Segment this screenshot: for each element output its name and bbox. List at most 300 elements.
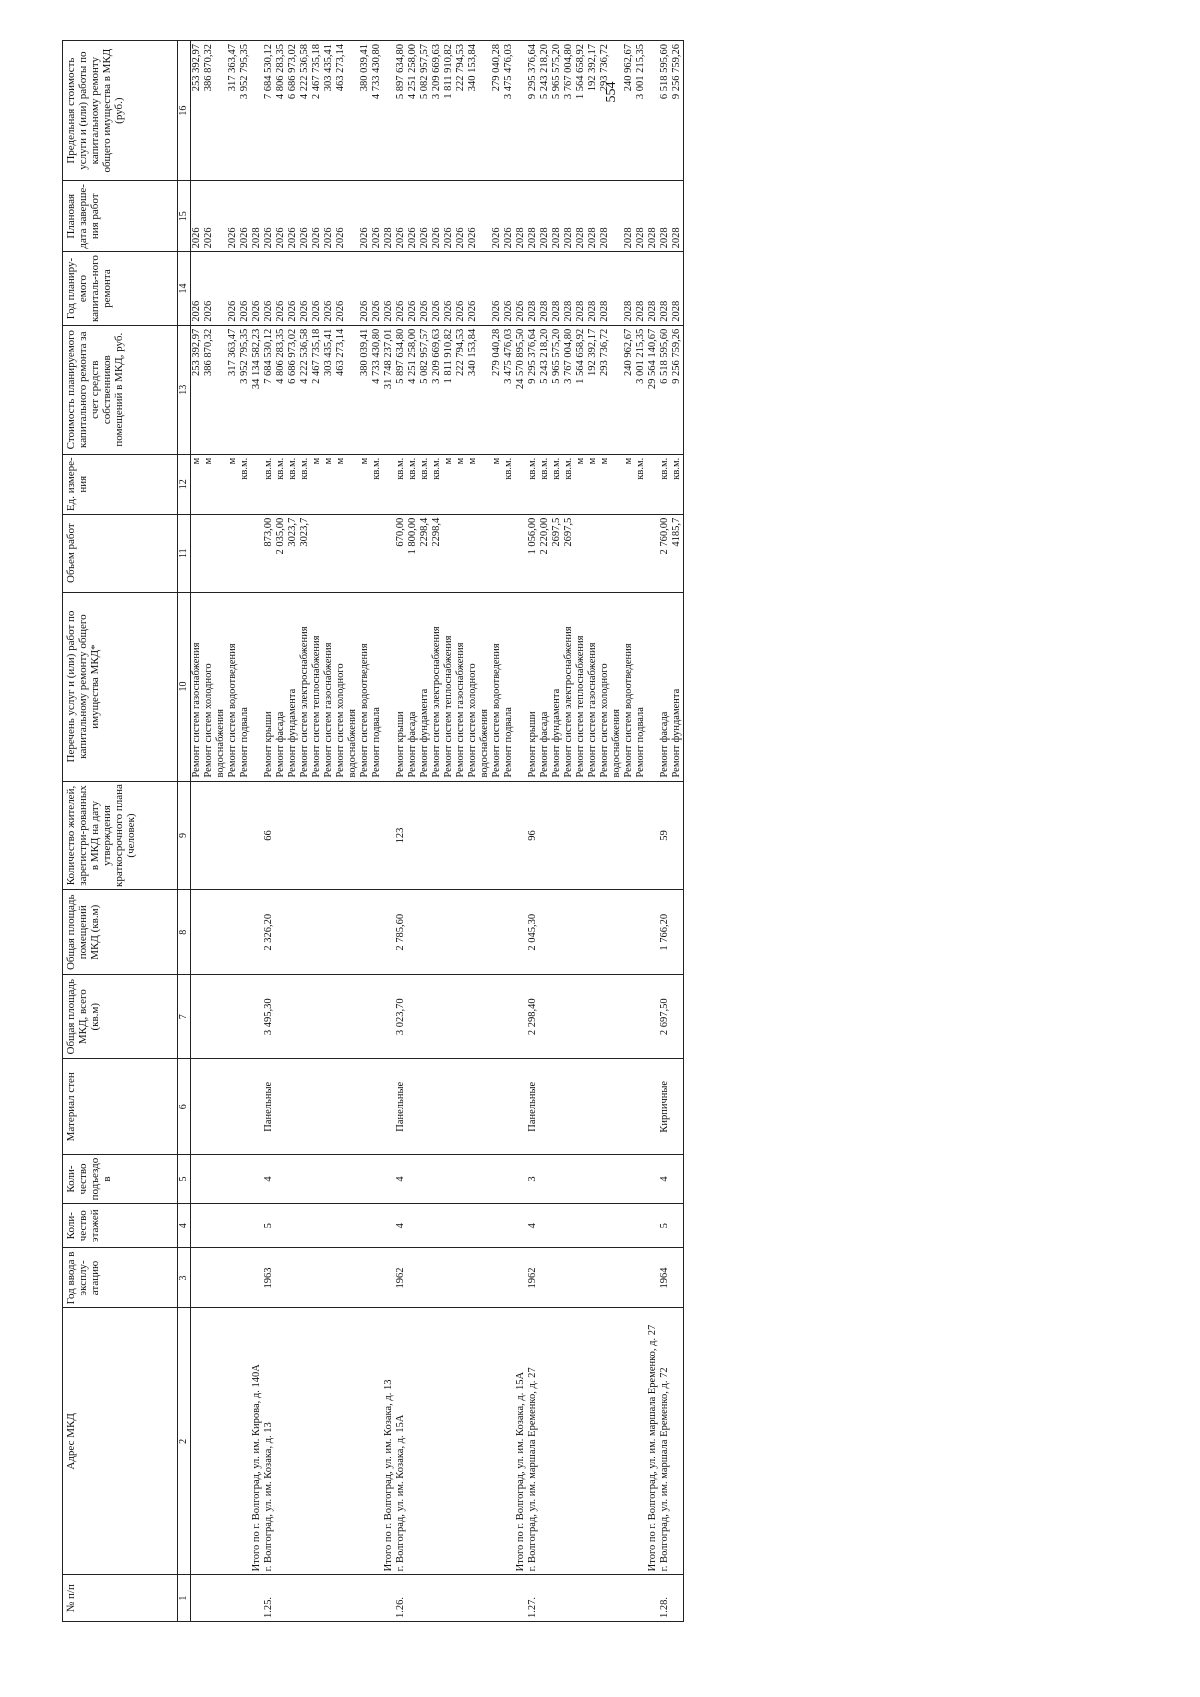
volume-cell xyxy=(503,514,515,592)
entrances-cell xyxy=(467,1155,491,1204)
volume-cell xyxy=(239,514,251,592)
end-year-cell: 2028 xyxy=(551,181,563,252)
area-rooms-cell xyxy=(431,890,443,974)
entrances-cell xyxy=(311,1155,323,1204)
floors-cell xyxy=(335,1203,359,1247)
column-number-row xyxy=(178,41,191,1622)
residents-cell xyxy=(287,781,299,890)
volume-cell xyxy=(443,514,455,592)
walls-cell xyxy=(251,1059,263,1155)
work-cell: Ремонт систем газоснабжения xyxy=(191,592,204,781)
unit-cell: кв.м. xyxy=(299,454,311,514)
walls-cell xyxy=(443,1059,455,1155)
entrances-cell xyxy=(251,1155,263,1204)
year-cell xyxy=(539,1248,551,1308)
plan-year-cell: 2028 xyxy=(671,252,684,325)
floors-cell xyxy=(275,1203,287,1247)
limit-cell xyxy=(383,41,395,181)
column-header: Количество жителей, зарегистри-рованных в МКД на дату утверждения краткосрочного плана (человек) xyxy=(63,781,178,890)
year-cell xyxy=(239,1248,251,1308)
address-cell: г. Волгоград, ул. им. маршала Еременко, д. 27 xyxy=(527,1308,539,1575)
limit-cell: 3 952 795,35 xyxy=(239,41,251,181)
area-total-cell xyxy=(587,974,599,1058)
unit-cell: м xyxy=(587,454,599,514)
floors-cell xyxy=(191,1203,204,1247)
limit-cell: 386 870,32 xyxy=(203,41,227,181)
cost-cell: 29 564 140,67 xyxy=(647,325,659,454)
floors-cell xyxy=(419,1203,431,1247)
row-number xyxy=(491,1575,503,1622)
area-rooms-cell xyxy=(383,890,395,974)
residents-cell xyxy=(239,781,251,890)
plan-year-cell: 2026 xyxy=(383,252,395,325)
address-cell xyxy=(455,1308,467,1575)
unit-cell: кв.м. xyxy=(275,454,287,514)
column-number: 3 xyxy=(178,1248,191,1308)
unit-cell: кв.м. xyxy=(551,454,563,514)
table-row xyxy=(203,41,227,1622)
plan-year-cell: 2028 xyxy=(587,252,599,325)
volume-cell xyxy=(335,514,359,592)
address-cell: Итого по г. Волгоград, ул. им. Козака, д. 15А xyxy=(515,1308,527,1575)
area-rooms-cell xyxy=(239,890,251,974)
floors-cell xyxy=(587,1203,599,1247)
cost-cell: 7 684 530,12 xyxy=(263,325,275,454)
area-rooms-cell xyxy=(455,890,467,974)
cost-cell: 463 273,14 xyxy=(335,325,359,454)
residents-cell xyxy=(275,781,287,890)
end-year-cell: 2028 xyxy=(383,181,395,252)
end-year-cell: 2026 xyxy=(191,181,204,252)
floors-cell xyxy=(431,1203,443,1247)
year-cell xyxy=(203,1248,227,1308)
work-cell: Ремонт фундамента xyxy=(551,592,563,781)
column-header: Ед. измере-ния xyxy=(63,454,178,514)
limit-cell: 9 295 376,64 xyxy=(527,41,539,181)
limit-cell: 317 363,47 xyxy=(227,41,239,181)
plan-year-cell: 2028 xyxy=(599,252,623,325)
walls-cell xyxy=(191,1059,204,1155)
residents-cell xyxy=(323,781,335,890)
entrances-cell xyxy=(647,1155,659,1204)
volume-cell xyxy=(191,514,204,592)
walls-cell: Панельные xyxy=(395,1059,407,1155)
volume-cell: 2697,5 xyxy=(551,514,563,592)
floors-cell xyxy=(539,1203,551,1247)
area-rooms-cell xyxy=(515,890,527,974)
volume-cell: 3023,7 xyxy=(299,514,311,592)
volume-cell xyxy=(491,514,503,592)
address-cell xyxy=(299,1308,311,1575)
limit-cell xyxy=(647,41,659,181)
limit-cell: 4 733 430,80 xyxy=(371,41,383,181)
entrances-cell xyxy=(503,1155,515,1204)
plan-year-cell: 2026 xyxy=(395,252,407,325)
residents-cell xyxy=(635,781,647,890)
row-number xyxy=(539,1575,551,1622)
residents-cell xyxy=(191,781,204,890)
cost-cell: 3 767 004,80 xyxy=(563,325,575,454)
limit-cell: 3 209 669,63 xyxy=(431,41,443,181)
row-number: 1.28. xyxy=(659,1575,671,1622)
address-cell xyxy=(587,1308,599,1575)
volume-cell xyxy=(371,514,383,592)
column-header: Перечень услуг и (или) работ по капитальному ремонту общего имущества МКД* xyxy=(63,592,178,781)
walls-cell xyxy=(239,1059,251,1155)
address-cell: г. Волгоград, ул. им. Козака, д. 13 xyxy=(263,1308,275,1575)
plan-year-cell: 2026 xyxy=(191,252,204,325)
walls-cell xyxy=(515,1059,527,1155)
entrances-cell xyxy=(383,1155,395,1204)
area-total-cell xyxy=(563,974,575,1058)
floors-cell: 4 xyxy=(395,1203,407,1247)
volume-cell: 3023,7 xyxy=(287,514,299,592)
area-rooms-cell xyxy=(587,890,599,974)
year-cell xyxy=(335,1248,359,1308)
end-year-cell: 2028 xyxy=(623,181,635,252)
entrances-cell xyxy=(515,1155,527,1204)
walls-cell xyxy=(623,1059,635,1155)
floors-cell xyxy=(467,1203,491,1247)
entrances-cell xyxy=(599,1155,623,1204)
address-cell xyxy=(539,1308,551,1575)
plan-year-cell: 2028 xyxy=(635,252,647,325)
area-total-cell xyxy=(467,974,491,1058)
year-cell xyxy=(323,1248,335,1308)
area-rooms-cell xyxy=(467,890,491,974)
residents-cell xyxy=(359,781,371,890)
entrances-cell xyxy=(419,1155,431,1204)
table-row xyxy=(239,41,251,1622)
row-number xyxy=(239,1575,251,1622)
end-year-cell: 2026 xyxy=(407,181,419,252)
row-number xyxy=(359,1575,371,1622)
walls-cell xyxy=(299,1059,311,1155)
limit-cell: 3 767 004,80 xyxy=(563,41,575,181)
area-rooms-cell xyxy=(227,890,239,974)
residents-cell xyxy=(419,781,431,890)
table-row xyxy=(467,41,491,1622)
year-cell: 1962 xyxy=(527,1248,539,1308)
volume-cell xyxy=(647,514,659,592)
unit-cell: кв.м. xyxy=(503,454,515,514)
column-number: 13 xyxy=(178,325,191,454)
year-cell xyxy=(299,1248,311,1308)
unit-cell xyxy=(251,454,263,514)
column-header: Общая площадь МКД, всего (кв.м) xyxy=(63,974,178,1058)
residents-cell xyxy=(623,781,635,890)
table-row xyxy=(383,41,395,1622)
unit-cell: кв.м. xyxy=(659,454,671,514)
unit-cell: кв.м. xyxy=(671,454,684,514)
floors-cell xyxy=(407,1203,419,1247)
unit-cell: кв.м. xyxy=(419,454,431,514)
work-cell: Ремонт подвала xyxy=(371,592,383,781)
limit-cell: 5 082 957,57 xyxy=(419,41,431,181)
row-number xyxy=(419,1575,431,1622)
area-rooms-cell xyxy=(599,890,623,974)
floors-cell xyxy=(383,1203,395,1247)
floors-cell xyxy=(575,1203,587,1247)
limit-cell: 279 040,28 xyxy=(491,41,503,181)
floors-cell xyxy=(599,1203,623,1247)
column-header: Объем работ xyxy=(63,514,178,592)
work-cell: Ремонт фундамента xyxy=(671,592,684,781)
area-rooms-cell: 1 766,20 xyxy=(659,890,671,974)
area-rooms-cell xyxy=(443,890,455,974)
table-row xyxy=(659,41,671,1622)
limit-cell: 380 039,41 xyxy=(359,41,371,181)
cost-cell: 4 806 283,35 xyxy=(275,325,287,454)
residents-cell xyxy=(203,781,227,890)
walls-cell xyxy=(467,1059,491,1155)
table-row xyxy=(227,41,239,1622)
unit-cell xyxy=(515,454,527,514)
area-total-cell: 3 023,70 xyxy=(395,974,407,1058)
cost-cell: 5 897 634,80 xyxy=(395,325,407,454)
year-cell xyxy=(431,1248,443,1308)
residents-cell xyxy=(503,781,515,890)
walls-cell xyxy=(563,1059,575,1155)
walls-cell xyxy=(275,1059,287,1155)
rotated-table-stage xyxy=(62,40,1200,1622)
column-header: Стоимость планируемого капитального ремонта за счет средств собственников помещений в МКД, руб. xyxy=(63,325,178,454)
floors-cell xyxy=(299,1203,311,1247)
volume-cell xyxy=(311,514,323,592)
address-cell xyxy=(227,1308,239,1575)
table-row xyxy=(323,41,335,1622)
floors-cell xyxy=(671,1203,684,1247)
limit-cell: 4 806 283,35 xyxy=(275,41,287,181)
table-body xyxy=(191,41,684,1622)
work-cell: Ремонт фасада xyxy=(659,592,671,781)
column-number: 1 xyxy=(178,1575,191,1622)
end-year-cell: 2028 xyxy=(539,181,551,252)
address-cell: Итого по г. Волгоград, ул. им. Козака, д. 13 xyxy=(383,1308,395,1575)
address-cell xyxy=(275,1308,287,1575)
row-number xyxy=(299,1575,311,1622)
work-cell: Ремонт фасада xyxy=(275,592,287,781)
area-total-cell xyxy=(287,974,299,1058)
plan-year-cell: 2028 xyxy=(563,252,575,325)
walls-cell xyxy=(431,1059,443,1155)
limit-cell: 340 153,84 xyxy=(467,41,491,181)
area-total-cell xyxy=(251,974,263,1058)
row-number xyxy=(623,1575,635,1622)
floors-cell xyxy=(371,1203,383,1247)
area-total-cell xyxy=(203,974,227,1058)
area-total-cell xyxy=(359,974,371,1058)
walls-cell xyxy=(323,1059,335,1155)
walls-cell xyxy=(383,1059,395,1155)
floors-cell xyxy=(551,1203,563,1247)
work-cell xyxy=(515,592,527,781)
residents-cell xyxy=(539,781,551,890)
end-year-cell: 2028 xyxy=(575,181,587,252)
table-row xyxy=(551,41,563,1622)
plan-year-cell: 2026 xyxy=(359,252,371,325)
row-number xyxy=(575,1575,587,1622)
area-total-cell xyxy=(503,974,515,1058)
entrances-cell xyxy=(287,1155,299,1204)
column-number: 6 xyxy=(178,1059,191,1155)
address-cell xyxy=(635,1308,647,1575)
end-year-cell: 2026 xyxy=(359,181,371,252)
end-year-cell: 2026 xyxy=(371,181,383,252)
unit-cell: м xyxy=(359,454,371,514)
work-cell: Ремонт крыши xyxy=(263,592,275,781)
address-cell xyxy=(563,1308,575,1575)
work-cell: Ремонт систем теплоснабжения xyxy=(311,592,323,781)
year-cell xyxy=(491,1248,503,1308)
volume-cell: 670,00 xyxy=(395,514,407,592)
floors-cell xyxy=(239,1203,251,1247)
unit-cell xyxy=(383,454,395,514)
work-cell: Ремонт систем электроснабжения xyxy=(299,592,311,781)
work-cell: Ремонт систем газоснабжения xyxy=(587,592,599,781)
address-cell xyxy=(551,1308,563,1575)
entrances-cell xyxy=(635,1155,647,1204)
work-cell: Ремонт систем теплоснабжения xyxy=(443,592,455,781)
residents-cell xyxy=(443,781,455,890)
work-cell: Ремонт систем водоотведения xyxy=(623,592,635,781)
work-cell: Ремонт фасада xyxy=(407,592,419,781)
area-rooms-cell xyxy=(191,890,204,974)
unit-cell: м xyxy=(191,454,204,514)
table-row xyxy=(443,41,455,1622)
cost-cell: 4 733 430,80 xyxy=(371,325,383,454)
work-cell: Ремонт подвала xyxy=(239,592,251,781)
end-year-cell: 2028 xyxy=(659,181,671,252)
row-number xyxy=(371,1575,383,1622)
volume-cell xyxy=(359,514,371,592)
area-total-cell: 2 298,40 xyxy=(527,974,539,1058)
volume-cell: 2 760,00 xyxy=(659,514,671,592)
residents-cell xyxy=(311,781,323,890)
walls-cell xyxy=(359,1059,371,1155)
area-total-cell xyxy=(239,974,251,1058)
row-number xyxy=(251,1575,263,1622)
walls-cell xyxy=(203,1059,227,1155)
end-year-cell: 2028 xyxy=(671,181,684,252)
end-year-cell: 2028 xyxy=(251,181,263,252)
floors-cell xyxy=(623,1203,635,1247)
entrances-cell xyxy=(359,1155,371,1204)
area-rooms-cell xyxy=(551,890,563,974)
entrances-cell xyxy=(239,1155,251,1204)
walls-cell xyxy=(455,1059,467,1155)
end-year-cell: 2026 xyxy=(455,181,467,252)
area-rooms-cell xyxy=(623,890,635,974)
limit-cell: 1 564 658,92 xyxy=(575,41,587,181)
entrances-cell xyxy=(227,1155,239,1204)
column-number: 16 xyxy=(178,41,191,181)
unit-cell xyxy=(647,454,659,514)
row-number xyxy=(455,1575,467,1622)
area-total-cell xyxy=(491,974,503,1058)
area-rooms-cell xyxy=(563,890,575,974)
table-row xyxy=(539,41,551,1622)
cost-cell: 293 736,72 xyxy=(599,325,623,454)
cost-cell: 6 518 595,60 xyxy=(659,325,671,454)
area-total-cell xyxy=(515,974,527,1058)
area-total-cell xyxy=(671,974,684,1058)
cost-cell: 1 811 910,82 xyxy=(443,325,455,454)
cost-cell: 5 082 957,57 xyxy=(419,325,431,454)
cost-cell: 4 222 536,58 xyxy=(299,325,311,454)
column-header: Предельная стоимость услуги и (или) работы по капитальному ремонту общего имущества в МКД (руб.) xyxy=(63,41,178,181)
residents-cell xyxy=(551,781,563,890)
cost-cell: 9 256 759,26 xyxy=(671,325,684,454)
cost-cell: 9 295 376,64 xyxy=(527,325,539,454)
end-year-cell: 2026 xyxy=(419,181,431,252)
cost-cell: 6 686 973,02 xyxy=(287,325,299,454)
work-cell: Ремонт крыши xyxy=(395,592,407,781)
end-year-cell: 2026 xyxy=(323,181,335,252)
row-number xyxy=(311,1575,323,1622)
year-cell xyxy=(443,1248,455,1308)
area-rooms-cell xyxy=(251,890,263,974)
volume-cell xyxy=(323,514,335,592)
row-number xyxy=(647,1575,659,1622)
entrances-cell xyxy=(335,1155,359,1204)
walls-cell xyxy=(575,1059,587,1155)
floors-cell xyxy=(311,1203,323,1247)
row-number xyxy=(203,1575,227,1622)
end-year-cell: 2026 xyxy=(311,181,323,252)
work-cell: Ремонт подвала xyxy=(635,592,647,781)
walls-cell xyxy=(551,1059,563,1155)
limit-cell: 303 435,41 xyxy=(323,41,335,181)
cost-cell: 3 001 215,35 xyxy=(635,325,647,454)
cost-cell: 5 965 575,20 xyxy=(551,325,563,454)
row-number: 1.27. xyxy=(527,1575,539,1622)
work-cell xyxy=(251,592,263,781)
entrances-cell xyxy=(431,1155,443,1204)
year-cell xyxy=(671,1248,684,1308)
floors-cell xyxy=(563,1203,575,1247)
limit-cell: 253 392,97 xyxy=(191,41,204,181)
limit-cell: 3 475 476,03 xyxy=(503,41,515,181)
work-cell: Ремонт систем газоснабжения xyxy=(455,592,467,781)
table-row xyxy=(407,41,419,1622)
table-row xyxy=(191,41,204,1622)
cost-cell: 317 363,47 xyxy=(227,325,239,454)
row-number xyxy=(599,1575,623,1622)
row-number xyxy=(671,1575,684,1622)
year-cell xyxy=(455,1248,467,1308)
entrances-cell: 4 xyxy=(395,1155,407,1204)
area-total-cell xyxy=(539,974,551,1058)
area-rooms-cell xyxy=(299,890,311,974)
limit-cell xyxy=(515,41,527,181)
entrances-cell xyxy=(203,1155,227,1204)
cost-cell: 386 870,32 xyxy=(203,325,227,454)
plan-year-cell: 2026 xyxy=(407,252,419,325)
work-cell: Ремонт фасада xyxy=(539,592,551,781)
entrances-cell xyxy=(275,1155,287,1204)
residents-cell: 59 xyxy=(659,781,671,890)
end-year-cell: 2026 xyxy=(263,181,275,252)
table-row xyxy=(251,41,263,1622)
plan-year-cell: 2026 xyxy=(311,252,323,325)
column-header: Год планиру-емого капиталь-ного ремонта xyxy=(63,252,178,325)
residents-cell xyxy=(455,781,467,890)
address-cell xyxy=(359,1308,371,1575)
floors-cell: 5 xyxy=(263,1203,275,1247)
column-header: Коли-чество подъездо в xyxy=(63,1155,178,1204)
residents-cell xyxy=(431,781,443,890)
